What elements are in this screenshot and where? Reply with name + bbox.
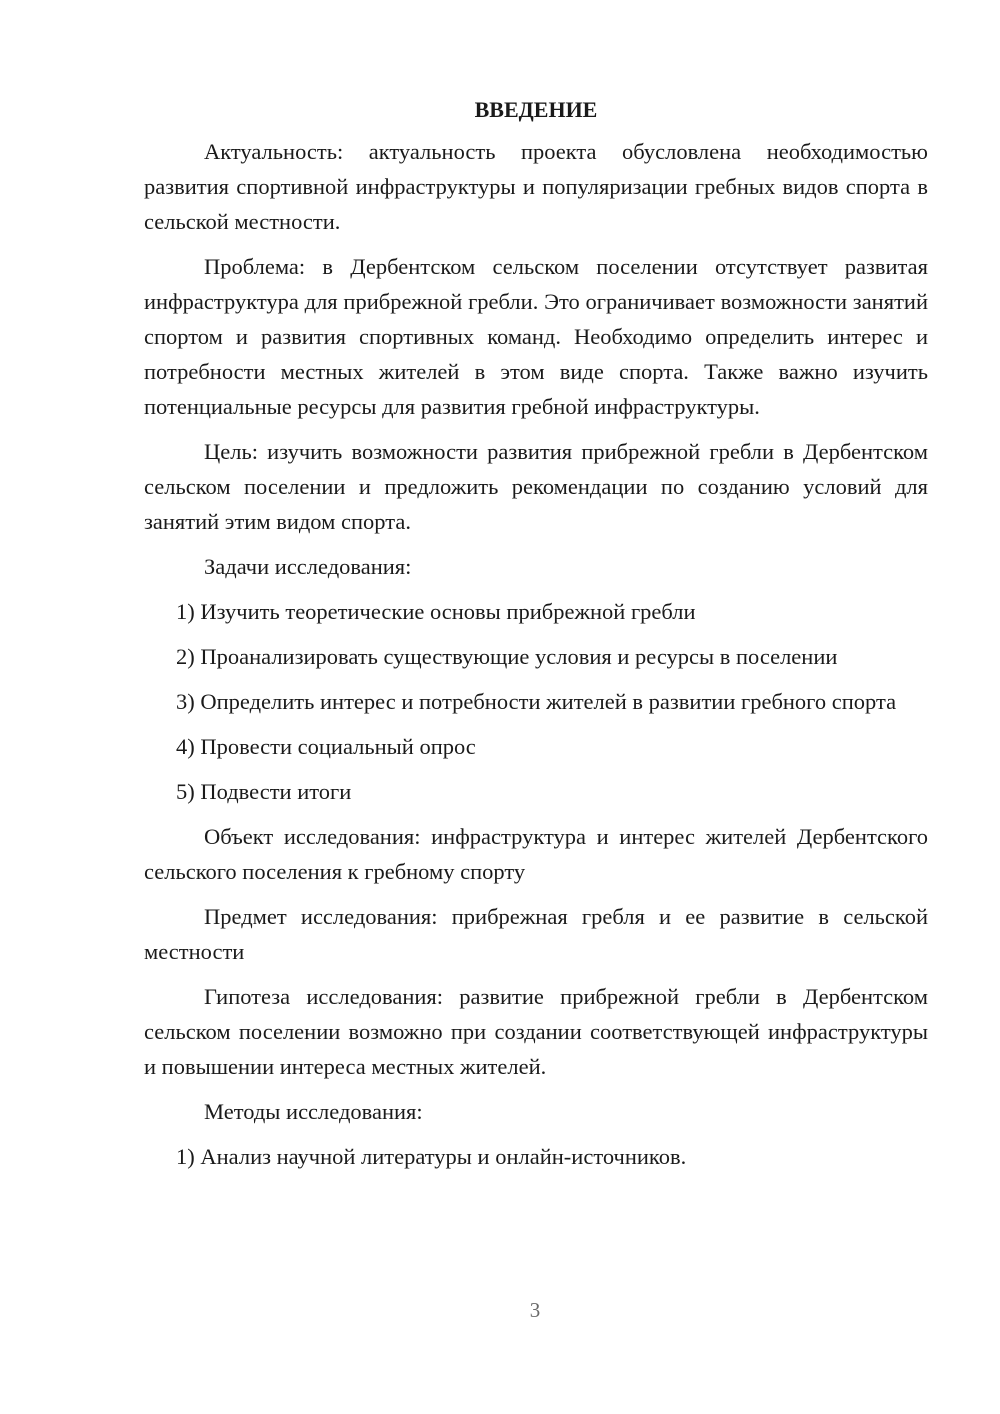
paragraph-problem: Проблема: в Дербентском сельском поселении отсутствует развитая инфраструктура для прибрежной гребли. Это ограничивает возможности занятий спортом и развития спортивных команд. Необходимо определить интерес и потребности местных жителей в этом виде спорта. Также важно изучить потенциальные ресурсы для развития гребной инфраструктуры. bbox=[144, 254, 928, 419]
paragraph-hypothesis: Гипотеза исследования: развитие прибрежной гребли в Дербентском сельском поселении возможно при создании соответствующей инфраструктуры и повышении интереса местных жителей. bbox=[144, 984, 928, 1079]
task-item-4: 4) Провести социальный опрос bbox=[176, 734, 476, 759]
method-item-1: 1) Анализ научной литературы и онлайн-источников. bbox=[176, 1144, 687, 1169]
task-item-3: 3) Определить интерес и потребности жителей в развитии гребного спорта bbox=[176, 689, 897, 714]
paragraph-subject: Предмет исследования: прибрежная гребля и ее развитие в сельской местности bbox=[144, 904, 928, 964]
task-item-1: 1) Изучить теоретические основы прибрежной гребли bbox=[176, 599, 696, 624]
section-title: ВВЕДЕНИЕ bbox=[474, 97, 598, 122]
task-item-2: 2) Проанализировать существующие условия и ресурсы в поселении bbox=[176, 644, 838, 669]
paragraph-object: Объект исследования: инфраструктура и интерес жителей Дербентского сельского поселения к гребному спорту bbox=[144, 824, 928, 884]
page-number: 3 bbox=[529, 1298, 541, 1322]
paragraph-relevance: Актуальность: актуальность проекта обусловлена необходимостью развития спортивной инфраструктуры и популяризации гребных видов спорта в сельской местности. bbox=[144, 139, 928, 234]
task-item-5: 5) Подвести итоги bbox=[176, 779, 352, 804]
methods-heading: Методы исследования: bbox=[204, 1099, 423, 1124]
paragraph-goal: Цель: изучить возможности развития прибрежной гребли в Дербентском сельском поселении и предложить рекомендации по созданию условий для занятий этим видом спорта. bbox=[144, 439, 928, 534]
page-body bbox=[144, 92, 928, 1184]
tasks-heading: Задачи исследования: bbox=[204, 554, 412, 579]
